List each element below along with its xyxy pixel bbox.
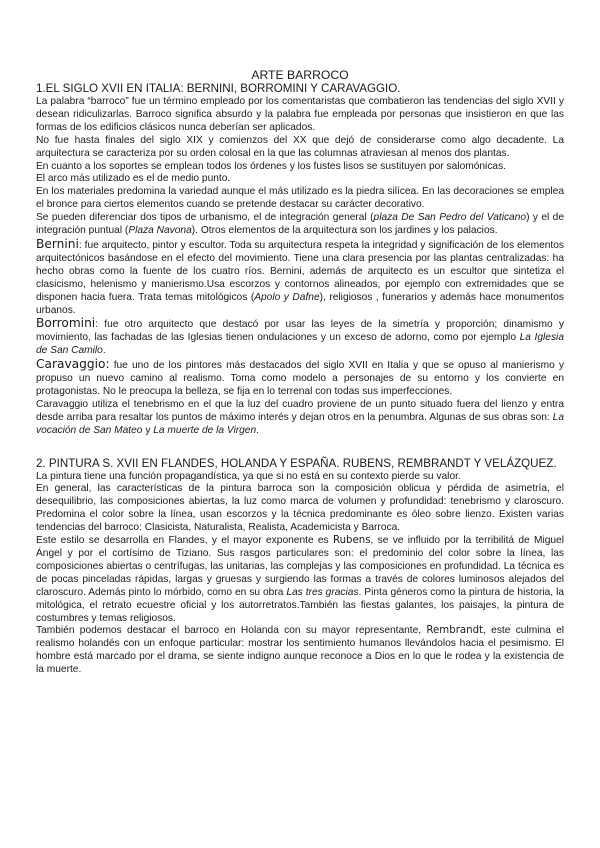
rembrandt-text-b: , este culmina el realismo holandés con un enfoque particular: mostrar los sentimiento humanos llevándolos hacia el pesimismo. El hombre está marcado por el drama, se siente indigno aunque reconoce a Dios en lo que le rodea y la existencia de la muerte. [36, 625, 564, 676]
paragraph-bernini [36, 238, 564, 317]
paragraph-arquitectura: No fue hasta finales del siglo XIX y comienzos del XX que dejó de considerarse como algo decadente. La arquitectura se caracteriza por su orden colosal en la que las columnas atraviesan al menos dos plantas. [36, 134, 564, 159]
urbanismo-text-c: ) y el de integración puntual ( [36, 212, 564, 237]
artist-name-rembrandt: Rembrandt [426, 625, 484, 637]
urbanismo-text-a: Se pueden diferenciar dos tipos de urbanismo, el de integración general ( [36, 212, 374, 224]
tenebrismo-text-c: y [142, 424, 154, 436]
paragraph-propaganda: La pintura tiene una función propagandística, ya que si no está en su contexto pierde su valor. [36, 470, 461, 482]
urbanismo-example-san-pedro: plaza De San Pedro del Vaticano [373, 212, 527, 224]
paragraph-rembrandt [36, 625, 564, 677]
paragraph-rubens [36, 535, 564, 625]
section-1-heading: 1.EL SIGLO XVII EN ITALIA: BERNINI, BORROMINI Y CARAVAGGIO. [36, 82, 401, 95]
paragraph-caravaggio [36, 358, 564, 399]
rubens-work-tres-gracias: Las tres gracias [286, 586, 359, 598]
tenebrismo-text-e: . [256, 424, 259, 436]
paragraph-borromini [36, 317, 564, 358]
artist-name-borromini: Borromini [36, 316, 96, 331]
borromini-text-c: . [102, 345, 106, 357]
bernini-text-a: : fue arquitecto, pintor y escultor. Toda su arquitectura respeta la integridad y significación de los elementos arquitectónicos basándose en el efecto del movimiento. Tiene una clara presencia por las plantas centralizadas: ha hecho obras como la fuente de los cuatro ríos. Bernini, además de arquitecto es un escultor que sintetiza el clasicismo, helenismo y manierismo.Usa escorzos y contornos alineados, por ejemplo con extremidades que se disponen hacia fuera. Trata temas mitológicos ( [36, 239, 564, 303]
paragraph-soportes: En cuanto a los soportes se emplean todos los órdenes y los fustes lisos se sustituyen por salomónicas. [36, 160, 507, 172]
bernini-text-c: ), religiosos , funerarios y además hace monumentos urbanos. [36, 291, 564, 316]
caravaggio-work-san-mateo: La vocación de San Mateo [36, 411, 564, 436]
rubens-text-a: Este estilo se desarrolla en Flandes, y el mayor exponente es [36, 535, 333, 547]
paragraph-urbanismo [36, 212, 564, 238]
paragraph-tenebrismo [36, 399, 564, 438]
artist-name-caravaggio: Caravaggio: [36, 357, 110, 372]
paragraph-barroco-definition: La palabra “barroco” fue un término empleado por los comentaristas que combatieron las tendencias del siglo XVII y desean ridiculizarlas. Barroco significa absurdo y la palabra fue empleada por personas que insistieron en que las formas de los edificios clásicos nunca deberían ser aplicados. [36, 96, 564, 133]
caravaggio-text-a: fue uno de los pintores más destacados del siglo XVII en Italia y que se opuso al manierismo y propuso un nuevo camino al realismo. Toma como modelo a personajes de su entorno y los convierte en protagonistas. No le preocupa la belleza, se fija en lo terrenal con todas sus imperfecciones. [36, 360, 564, 397]
section-2-heading: 2. PINTURA S. XVII EN FLANDES, HOLANDA Y ESPAÑA. RUBENS, REMBRANDT Y VELÁZQUEZ. [36, 456, 557, 470]
rubens-text-d: . Pinta géneros como la pintura de historia, la mitológica, el retrato ecuestre oficial y los autorretratos.También las fiestas galantes, los paisajes, la pintura de costumbres y temas religiosos. [36, 586, 564, 624]
caravaggio-work-muerte-virgen: La muerte de la Virgen [153, 424, 257, 436]
bernini-work-apolo: Apolo y Dafne [254, 291, 320, 303]
rubens-text-b: , se ve influido por la terribilitá de Miguel Ángel y por el cortísimo de Tiziano. Sus rasgos particulares son: el predominio del color sobre la línea, las composiciones abiertas o centrífugas, las unitarias, las complejas y las composiciones en profundidad. La técnica es de pocas pinceladas rápidas, largas y gruesas y surgiendo las formas a través de colores luminosos alejados del claroscuro. Además pinto lo mórbido, como en su obra [36, 535, 564, 598]
borromini-text-a: : fue otro arquitecto que destacó por usar las leyes de la simetría y proporción; dinamismo y movimiento, las fachadas de las Iglesias tienen ondulaciones y un exceso de adorno, como por ejemplo [36, 319, 564, 344]
paragraph-arco: El arco más utilizado es el de medio punto. [36, 173, 231, 185]
urbanismo-example-navona: Plaza Navona [128, 225, 192, 237]
artist-name-rubens: Rubens [332, 535, 371, 547]
tenebrismo-text-a: Caravaggio utiliza el tenebrismo en el que la luz del cuadro proviene de un punto situado fuera del lienzo y entra desde arriba para resaltar los puntos de máximo interés y dejan otros en la penumbra. Algunas de sus obras son: [36, 398, 564, 423]
paragraph-materiales: En los materiales predomina la variedad aunque el más utilizado es la piedra silícea. En las decoraciones se emplea el bronce para ciertos elementos cuando se pretende destacar su carácter decorativo. [36, 186, 564, 211]
paragraph-caracteristicas: En general, las características de la pintura barroca son la composición oblicua y pérdida de asimetría, el desequilibrio, las composiciones abiertas, la luz como marca de volumen y profundidad: tenebrismo y claroscuro. Predomina el color sobre la línea, usan escorzos y la técnica predominante es óleo sobre lienzo. Existen varias tendencias del barroco: Clasicista, Naturalista, Realista, Academicista y Barroca. [36, 483, 564, 534]
artist-name-bernini: Bernini [36, 236, 79, 251]
borromini-work-san-camilo: La Iglesia de San Camilo [36, 332, 564, 357]
urbanismo-text-e: ). Otros elementos de la arquitectura son los jardines y los palacios. [191, 225, 498, 237]
rembrandt-text-a: También podemos destacar el barroco en Holanda con su mayor representante, [36, 625, 427, 637]
document-title: ARTE BARROCO [251, 68, 349, 82]
